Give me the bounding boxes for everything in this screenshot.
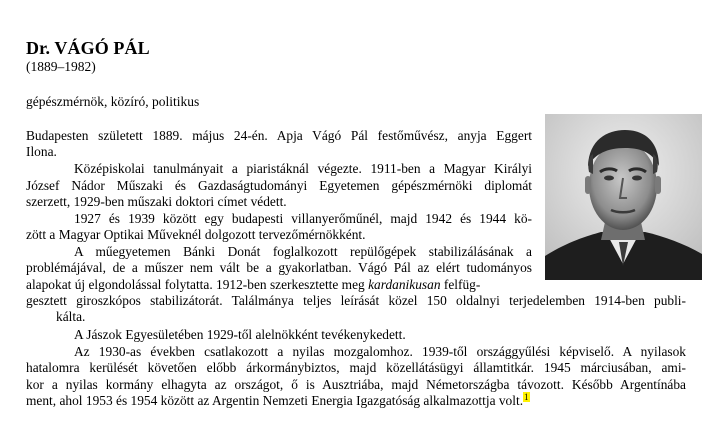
footnote-marker[interactable]: 1: [524, 391, 529, 402]
body-line: hatalomra kerülését követően előbb árkormánybiztos, majd közellátásügyi államtitkár. 1945 márciusában, ami-: [26, 360, 686, 375]
portrait-photo: [545, 114, 702, 280]
body-line: A műegyetemen Bánki Donát foglalkozott repülőgépek stabilizálásának a: [74, 244, 532, 259]
person-name-heading: Dr. VÁGÓ PÁL: [26, 38, 150, 58]
body-line: gesztett giroszkópos stabilizátorát. Találmánya teljes leírását közel 150 oldalnyi terjedelemben 1914-ben publi-: [26, 293, 686, 308]
body-line: kor a nyilas kormány elhagyta az országot, ő is Ausztriába, majd Németországba távozott. Később Argentínába: [26, 377, 686, 392]
body-line: Ilona.: [26, 144, 57, 159]
body-line: problémájával, de a műszer nem vált be a gyakorlatban. Vágó Pál az elért tudományos: [26, 260, 532, 275]
italic-term: kardanikusan: [368, 277, 441, 292]
body-line: zött a Magyar Optikai Műveknél dolgozott tervezőmérnökként.: [26, 227, 366, 242]
body-line: [26, 393, 530, 409]
body-line-text: ment, ahol 1953 és 1954 között az Argentin Nemzeti Energia Igazgatóság alkalmazottja volt.: [26, 393, 524, 408]
body-line-text: felfüg-: [443, 277, 481, 292]
body-line: A Jászok Egyesületében 1929-től alelnökként tevékenykedett.: [74, 327, 406, 342]
life-years: (1889–1982): [26, 59, 96, 74]
body-line: szerzett, 1929-ben műszaki doktori címet védett.: [26, 194, 287, 209]
body-line: [26, 277, 480, 293]
body-line: Budapesten született 1889. május 24-én. Apja Vágó Pál festőművész, anyja Eggert: [26, 128, 532, 143]
body-line: kálta.: [56, 309, 86, 324]
body-line: Az 1930-as években csatlakozott a nyilas mozgalomhoz. 1939-től országgyűlési képviselő. A nyilasok: [74, 344, 686, 359]
body-line: József Nádor Műszaki és Gazdaságtudományi Egyetemen gépészmérnöki diplomát: [26, 178, 532, 193]
occupation-line: gépészmérnök, közíró, politikus: [26, 94, 200, 109]
body-line-text: alapokat új elgondolással folytatta. 1912-ben szerkesztette meg: [26, 277, 365, 292]
body-line: 1927 és 1939 között egy budapesti villanyerőműnél, majd 1942 és 1944 kö-: [74, 211, 532, 226]
portrait-image: [545, 114, 702, 280]
body-line: Középiskolai tanulmányait a piaristáknál végezte. 1911-ben a Magyar Királyi: [74, 161, 532, 176]
